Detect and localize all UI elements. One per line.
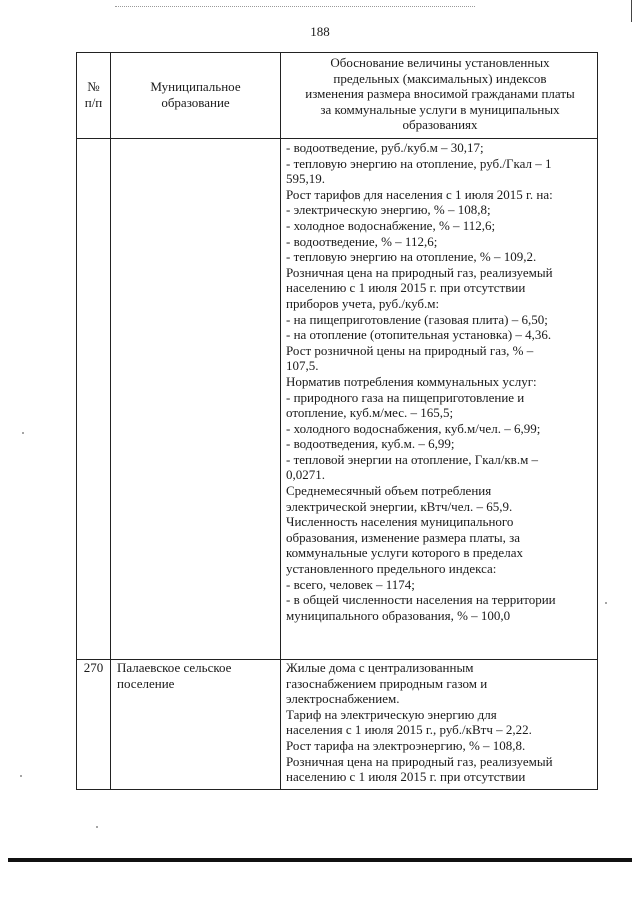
justification-line: электрической энергии, кВтч/чел. – 65,9.	[286, 498, 513, 514]
scan-speck	[96, 826, 98, 828]
justification-line: 0,0271.	[286, 467, 325, 483]
justification-line: - в общей численности населения на территории	[286, 592, 556, 608]
justification-line: - водоотведение, руб./куб.м – 30,17;	[286, 140, 484, 155]
page-number: 188	[310, 24, 330, 39]
header-municipality-line: Муниципальное	[150, 79, 241, 94]
header-justification-line: предельных (максимальных) индексов	[333, 70, 547, 86]
header-number-cell	[77, 79, 110, 110]
justification-line: населения с 1 июля 2015 г., руб./кВтч – 2,22.	[286, 722, 532, 738]
justification-line: Среднемесячный объем потребления	[286, 483, 492, 499]
justification-line: Розничная цена на природный газ, реализуемый	[286, 753, 553, 769]
justification-line: - электрическую энергию, % – 108,8;	[286, 202, 491, 218]
justification-line: населению с 1 июля 2015 г. при отсутствии	[286, 280, 526, 296]
row-270-justification-cell	[286, 660, 596, 785]
header-bottom-rule	[77, 138, 597, 139]
column-divider-2	[280, 53, 281, 789]
header-municipality-line: образование	[161, 94, 230, 110]
row-270-municipality-cell	[117, 660, 277, 691]
row-number: 270	[83, 660, 104, 675]
header-number-line: п/п	[84, 94, 103, 110]
header-municipality-cell	[111, 79, 280, 110]
justification-line: - тепловую энергию на отопление, % – 109,2.	[286, 249, 537, 265]
justification-line: Розничная цена на природный газ, реализуемый	[286, 264, 553, 280]
justification-line: - природного газа на пищеприготовление и	[286, 389, 525, 405]
justification-line: Численность населения муниципального	[286, 514, 514, 530]
justification-line: 595,19.	[286, 171, 325, 187]
justification-line: - холодное водоснабжение, % – 112,6;	[286, 217, 496, 233]
justification-line: газоснабжением природным газом и	[286, 675, 488, 691]
justification-line: населению с 1 июля 2015 г. при отсутствии	[286, 769, 526, 785]
justification-line: - на отопление (отопительная установка) – 4,36.	[286, 327, 552, 343]
scan-speck	[605, 602, 607, 604]
header-number-line: №	[87, 79, 100, 94]
header-justification-line: изменения размера вносимой гражданами платы	[305, 86, 575, 102]
justification-line: отопление, куб.м/мес. – 165,5;	[286, 405, 454, 421]
header-justification-line: Обоснование величины установленных	[330, 55, 550, 70]
justification-line: Жилые дома с централизованным	[286, 660, 474, 675]
continuation-justification-cell	[286, 140, 596, 623]
municipality-name-line: поселение	[117, 675, 175, 691]
tariff-table	[76, 52, 598, 790]
justification-line: - тепловой энергии на отопление, Гкал/кв.м –	[286, 451, 539, 467]
justification-line: - всего, человек – 1174;	[286, 576, 415, 592]
justification-line: - холодного водоснабжения, куб.м/чел. – 6,99;	[286, 420, 541, 436]
justification-line: - водоотведения, куб.м. – 6,99;	[286, 436, 455, 452]
justification-line: Рост розничной цены на природный газ, % –	[286, 342, 534, 358]
justification-line: 107,5.	[286, 358, 319, 374]
scan-bottom-rule	[8, 858, 632, 862]
justification-line: приборов учета, руб./куб.м:	[286, 295, 440, 311]
justification-line: коммунальные услуги которого в пределах	[286, 545, 523, 561]
justification-line: установленного предельного индекса:	[286, 561, 497, 577]
justification-line: Норматив потребления коммунальных услуг:	[286, 373, 537, 389]
justification-line: - тепловую энергию на отопление, руб./Гкал – 1	[286, 155, 552, 171]
justification-line: Рост тарифа на электроэнергию, % – 108,8.	[286, 737, 526, 753]
scan-speck	[22, 432, 24, 434]
justification-line: электроснабжением.	[286, 691, 400, 707]
scan-speck	[20, 775, 22, 777]
justification-line: Тариф на электрическую энергию для	[286, 706, 497, 722]
header-justification-line: за коммунальные услуги в муниципальных	[320, 101, 560, 117]
justification-line: Рост тарифов для населения с 1 июля 2015 г. на:	[286, 186, 553, 202]
scan-corner-mark	[631, 0, 632, 22]
municipality-name-line: Палаевское сельское	[117, 660, 232, 675]
justification-line: образования, изменение размера платы, за	[286, 529, 521, 545]
justification-line: - водоотведение, % – 112,6;	[286, 233, 438, 249]
scan-top-specks	[115, 6, 475, 10]
column-divider-1	[110, 53, 111, 789]
header-justification-line: образованиях	[402, 117, 478, 133]
header-justification-cell	[281, 55, 599, 133]
row-270-number-cell	[77, 660, 110, 676]
justification-line: - на пищеприготовление (газовая плита) – 6,50;	[286, 311, 548, 327]
justification-line: муниципального образования, % – 100,0	[286, 607, 511, 623]
